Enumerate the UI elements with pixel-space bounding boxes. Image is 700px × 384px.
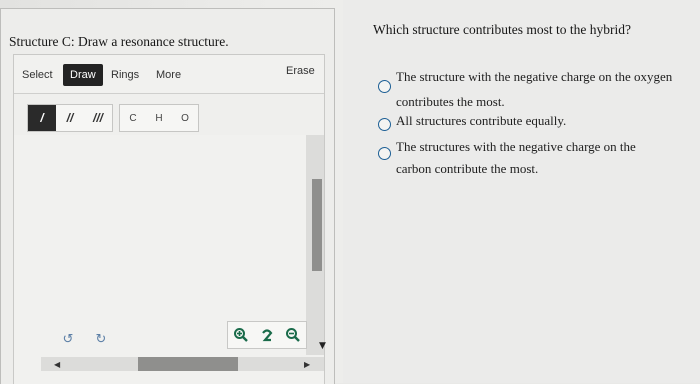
radio-button[interactable] bbox=[378, 147, 391, 160]
radio-button[interactable] bbox=[378, 118, 391, 131]
scroll-right-icon[interactable]: ▶ bbox=[304, 360, 311, 369]
bond-group bbox=[27, 104, 113, 132]
zoom-dropdown-icon[interactable]: ▼ bbox=[319, 341, 326, 351]
question-panel bbox=[343, 0, 700, 383]
option-text-line1: All structures contribute equally. bbox=[396, 113, 567, 128]
tool-row bbox=[14, 93, 324, 136]
reset-zoom-icon[interactable] bbox=[254, 322, 280, 348]
undo-icon[interactable]: ↺ bbox=[62, 332, 74, 347]
zoom-controls bbox=[227, 321, 307, 349]
redo-icon[interactable]: ↻ bbox=[95, 332, 107, 347]
tab-select[interactable]: Select bbox=[22, 69, 53, 81]
single-bond-button[interactable]: / bbox=[28, 105, 56, 131]
erase-button[interactable]: Erase bbox=[286, 65, 315, 77]
tab-draw[interactable]: Draw bbox=[63, 64, 103, 86]
tab-more[interactable]: More bbox=[156, 69, 182, 81]
question-text: Which structure contributes most to the hybrid? bbox=[373, 22, 631, 37]
radio-button[interactable] bbox=[378, 80, 391, 93]
zoom-out-icon[interactable] bbox=[280, 322, 306, 348]
structure-title: Structure C: Draw a resonance structure. bbox=[9, 34, 229, 49]
scroll-left-icon[interactable]: ◀ bbox=[54, 360, 61, 369]
vertical-scroll-thumb[interactable] bbox=[312, 179, 322, 271]
atom-o-button[interactable]: O bbox=[181, 112, 189, 124]
option-text-line1: The structure with the negative charge on the oxygen bbox=[396, 69, 673, 84]
double-bond-button[interactable]: // bbox=[66, 111, 74, 125]
atom-c-button[interactable]: C bbox=[129, 112, 137, 124]
tab-rings[interactable]: Rings bbox=[111, 69, 140, 81]
atom-h-button[interactable]: H bbox=[155, 112, 163, 124]
option-text-line2: carbon contribute the most. bbox=[396, 161, 539, 176]
atom-group bbox=[119, 104, 199, 132]
triple-bond-button[interactable]: /// bbox=[92, 111, 103, 125]
option-text-line1: The structures with the negative charge on the bbox=[396, 139, 636, 154]
editor-toolbar bbox=[14, 55, 324, 93]
horizontal-scroll-thumb[interactable] bbox=[138, 357, 238, 371]
zoom-in-icon[interactable] bbox=[228, 322, 254, 348]
molecule-editor bbox=[13, 54, 325, 384]
option-text-line2: contributes the most. bbox=[396, 94, 505, 109]
